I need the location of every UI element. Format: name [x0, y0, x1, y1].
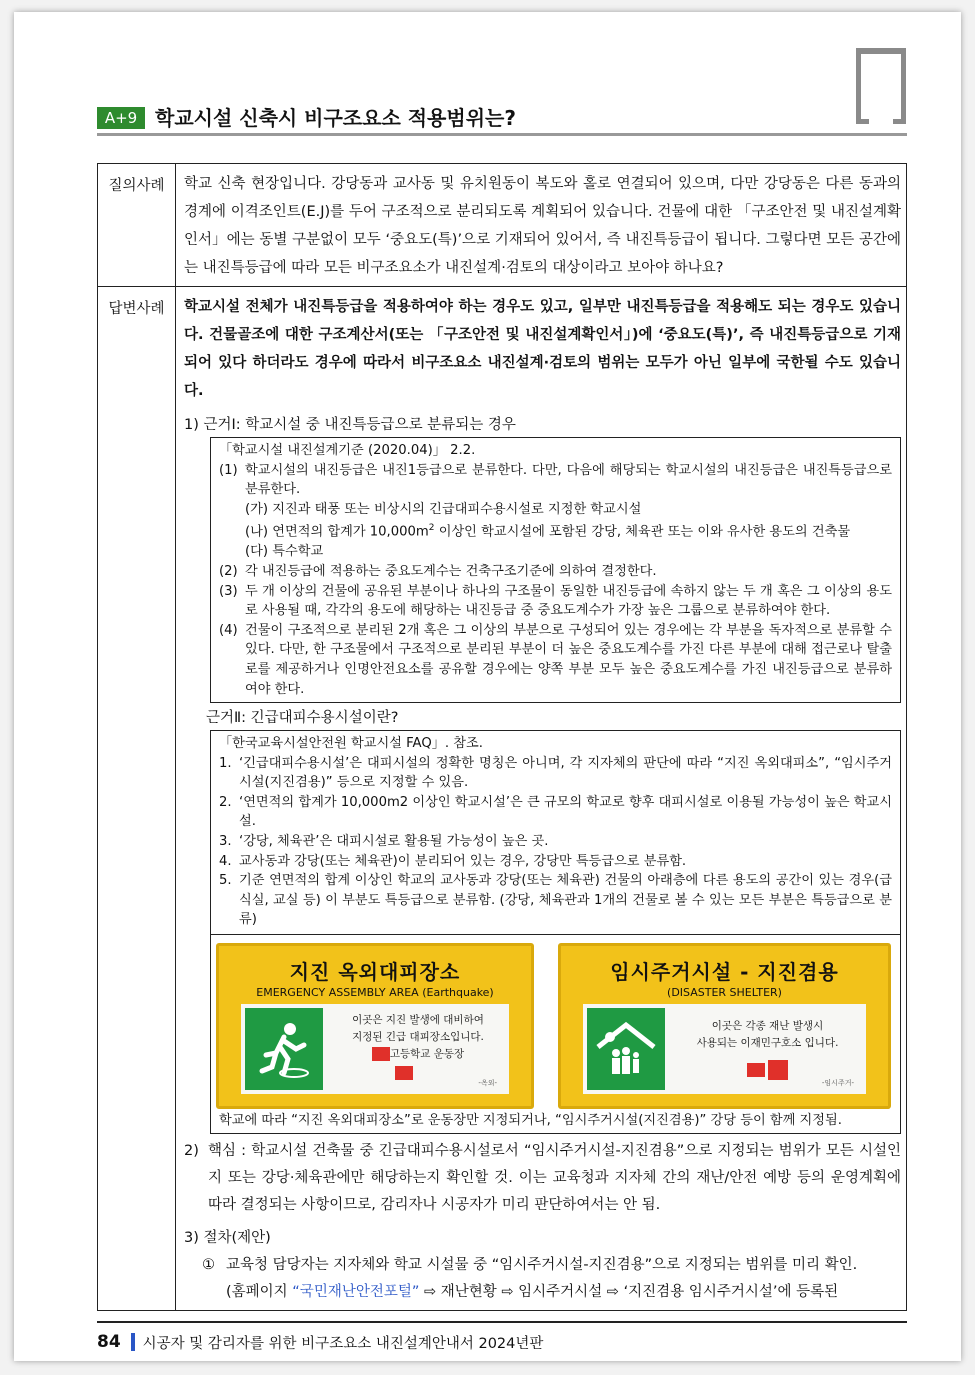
paragraph-number: 2) — [184, 1143, 199, 1160]
sign-footnote: -옥외- — [478, 1079, 497, 1088]
sign-photos — [211, 934, 900, 1110]
procedure-line: (홈페이지 — [226, 1284, 293, 1301]
sign-line: 이곳은 각종 재난 발생시 — [711, 1020, 824, 1033]
basis2-item — [219, 754, 892, 793]
sign-title: 임시주거시설 - 지진겸용 — [610, 960, 839, 985]
section-badge: A+9 — [97, 107, 145, 129]
procedure-line: ⇨ 재난현황 ⇨ 임시주거시설 ⇨ ‘지진겸용 임시주거시설’에 등록된 — [419, 1284, 839, 1301]
answer-lead: 학교시설 전체가 내진특등급을 적용하여야 하는 경우도 있고, 일부만 내진특등급을 적용해도 되는 경우도 있습니다. 건물골조에 대한 구조계산서(또는 「구조안전 및 내진설계확인서」)에 ‘중요도(특)’, 즉 내진특등급으로 기재되어 있다 하더라도 경우에 따라서 비구조요소 내진설계·검토의 범위는 모두가 아닌 일부에 국한될 수도 있습니다. — [184, 299, 901, 399]
sign-title: 지진 옥외대피장소 — [289, 960, 461, 985]
subitem-text: (나) 연면적의 합계가 10,000m — [245, 524, 429, 540]
sign-footnote: -임시주거- — [821, 1079, 854, 1088]
item-text: 각 내진등급에 적용하는 중요도계수는 건축구조기준에 의하여 결정한다. — [245, 563, 657, 579]
core-paragraph — [184, 1138, 901, 1219]
basis2-quote-box — [210, 730, 901, 1134]
basis1-heading: 1) 근거Ⅰ: 학교시설 중 내진특등급으로 분류되는 경우 — [184, 417, 516, 433]
item-number: (1) — [219, 462, 238, 478]
page-footer — [97, 1330, 543, 1354]
subitem-text: 이상인 학교시설에 포함된 강당, 체육관 또는 이와 유사한 용도의 건축물 — [434, 524, 851, 540]
sign-panel — [241, 1004, 509, 1094]
question-label: 질의사례 — [98, 164, 176, 286]
item-text: 건물이 구조적으로 분리된 2개 혹은 그 이상의 부분으로 구성되어 있는 경우에는 각 부분을 독자적으로 분류할 수 있다. 다만, 한 구조물에서 구조적으로 분리된 부분이 더 높은 중요도계수를 가진 다른 부분에 대해 접근로나 탈출로를 제공하거나 인명안전요소를 공유할 경우에는 양쪽 부분 모두 높은 중요도계수를 가진 내진등급으로 분류하여야 한다. — [245, 622, 892, 697]
city-logo — [679, 1060, 856, 1080]
question-text: 학교 신축 현장입니다. 강당동과 교사동 및 유치원동이 복도와 홀로 연결되어 있으며, 다만 강당동은 다른 동과의 경계에 이격조인트(E.J)를 두어 구조적으로 분리되도록 계획되어 있습니다. 건물에 대한 「구조안전 및 내진설계확인서」에는 동별 구분없이 모두 ‘중요도(특)’으로 기재되어 있어서, 즉 내진특등급이 됩니다. 그렇다면 모든 공간에는 내진특등급에 따라 모든 비구조요소가 내진설계·검토의 대상이라고 보아야 하나요? — [184, 176, 901, 276]
redacted-block — [395, 1066, 413, 1080]
sign-subtitle: EMERGENCY ASSEMBLY AREA (Earthquake) — [256, 986, 494, 1000]
basis2-item — [219, 852, 892, 872]
item-text: ‘긴급대피수용시설’은 대피시설의 정확한 명칭은 아니며, 각 지자체의 판단에 따라 “지진 옥외대피소”, “임시주거시설(지진겸용)” 등으로 지정할 수 있음. — [239, 755, 892, 791]
page-number: 84 — [97, 1332, 121, 1352]
procedure-line: 교육청 담당자는 지자체와 학교 시설물 중 “임시주거시설-지진겸용”으로 지정되는 범위를 미리 확인. — [226, 1257, 858, 1274]
item-number: 5. — [219, 873, 232, 889]
item-text: ‘연면적의 합계가 10,000m2 이상인 학교시설’은 큰 규모의 학교로 향후 대피시설로 이용될 가능성이 높은 학교시설. — [239, 794, 892, 830]
procedure-heading: 3) 절차(제안) — [184, 1230, 271, 1247]
basis1-item — [219, 562, 892, 582]
superscript: 2 — [428, 523, 435, 534]
sign-line: 이곳은 지진 발생에 대비하여 — [352, 1014, 484, 1027]
answer-label: 답변사례 — [98, 287, 176, 1310]
circled-number: ① — [202, 1257, 215, 1274]
basis1-reference: 「학교시설 내진설계기준 (2020.04)」 2.2. — [219, 443, 476, 458]
document-page — [14, 12, 961, 1361]
basis2-item — [219, 793, 892, 832]
redacted-block — [747, 1063, 765, 1077]
item-text: 기준 연면적의 합계 이상인 학교의 교사동과 강당(또는 체육관) 건물의 아래층에 다른 용도의 공간이 있는 경우(급식실, 교실 등) 이 부분도 특등급으로 분류함. (강당, 체육관과 1개의 건물로 볼 수 있는 모든 부분은 특등급으로 분류) — [239, 873, 892, 928]
basis1-item — [219, 621, 892, 699]
question-row — [98, 164, 906, 286]
sign-panel — [583, 1004, 866, 1094]
item-number: (3) — [219, 583, 238, 599]
sign-line — [337, 1046, 499, 1063]
answer-body — [176, 287, 906, 1310]
footer-text: 시공자 및 감리자를 위한 비구조요소 내진설계안내서 2024년판 — [142, 1335, 544, 1352]
item-text: 학교시설의 내진등급은 내진1등급으로 분류한다. 다만, 다음에 해당되는 학교시설의 내진등급은 내진특등급으로 분류한다. — [245, 462, 892, 498]
qa-table — [97, 163, 907, 1311]
basis1-quote-box — [210, 437, 901, 703]
redacted-block — [768, 1060, 788, 1080]
disaster-shelter-sign-photo — [558, 943, 891, 1109]
basis2-text-area — [211, 731, 900, 934]
item-text: ‘강당, 체육관’은 대피시설로 활용될 가능성이 높은 곳. — [239, 834, 549, 850]
item-text: 두 개 이상의 건물에 공유된 부분이나 하나의 구조물이 동일한 내진등급에 속하지 않는 두 개 혹은 그 이상의 용도로 사용될 때, 각각의 용도에 해당하는 내진등급 중 중요도계수가 가장 높은 그룹으로 분류하여야 한다. — [245, 583, 892, 619]
paragraph-text: 핵심 : 학교시설 건축물 중 긴급대피수용시설로서 “임시주거시설-지진겸용”으로 지정되는 범위가 모든 시설인지 또는 강당·체육관에만 해당하는지 확인할 것. 이는 교육청과 지자체 간의 재난/안전 예방 등의 운영계획에 따라 결정되는 사항이므로, 감리자나 시공자가 미리 판단하여서는 안 됨. — [208, 1143, 901, 1214]
running-person-exit-icon — [245, 1008, 323, 1090]
item-number: 4. — [219, 853, 232, 869]
basis2-heading: 근거Ⅱ: 긴급대피수용시설이란? — [206, 710, 399, 727]
assembly-area-sign-photo — [216, 943, 534, 1109]
sign-message — [337, 1012, 499, 1082]
footer-divider — [97, 1321, 907, 1323]
sign-line: 사용되는 이재민구호소 입니다. — [696, 1037, 839, 1050]
item-number: 1. — [219, 755, 232, 771]
page-title: 학교시설 신축시 비구조요소 적용범위는? — [155, 106, 516, 130]
shelter-family-icon — [587, 1008, 665, 1090]
item-number: (2) — [219, 563, 238, 579]
sign-subtitle: (DISASTER SHELTER) — [667, 986, 782, 1000]
item-number: 3. — [219, 834, 232, 850]
footer-accent-bar — [131, 1333, 135, 1351]
city-logo — [337, 1065, 499, 1082]
item-number: (4) — [219, 622, 238, 638]
item-text: 교사동과 강당(또는 체육관)이 분리되어 있는 경우, 강당만 특등급으로 분류함. — [239, 853, 687, 869]
title-divider — [97, 133, 907, 136]
sign-line: 지정된 긴급 대피장소입니다. — [352, 1031, 484, 1044]
portal-link[interactable]: “국민재난안전포털” — [292, 1284, 420, 1301]
section-title-row — [97, 104, 907, 132]
procedure-text — [226, 1252, 901, 1306]
procedure-item — [184, 1252, 901, 1306]
basis1-subitem — [219, 519, 892, 542]
basis2-item — [219, 832, 892, 852]
sign-line-text: 고등학교 운동장 — [389, 1048, 465, 1061]
sign-message — [679, 1018, 856, 1080]
item-number: 2. — [219, 794, 232, 810]
basis1-item — [219, 461, 892, 500]
basis1-subitem: (가) 지진과 태풍 또는 비상시의 긴급대피수용시설로 지정한 학교시설 — [245, 501, 642, 517]
basis1-subitem: (다) 특수학교 — [245, 544, 324, 560]
basis2-reference: 「한국교육시설안전원 학교시설 FAQ」. 참조. — [219, 736, 483, 752]
photo-caption: 학교에 따라 “지진 옥외대피장소”로 운동장만 지정되거나, “임시주거시설(지진겸용)” 강당 등이 함께 지정됨. — [219, 1113, 842, 1129]
answer-row — [98, 286, 906, 1310]
basis2-item — [219, 871, 892, 930]
redacted-block — [372, 1047, 390, 1061]
basis1-item — [219, 582, 892, 621]
question-body — [176, 164, 906, 286]
